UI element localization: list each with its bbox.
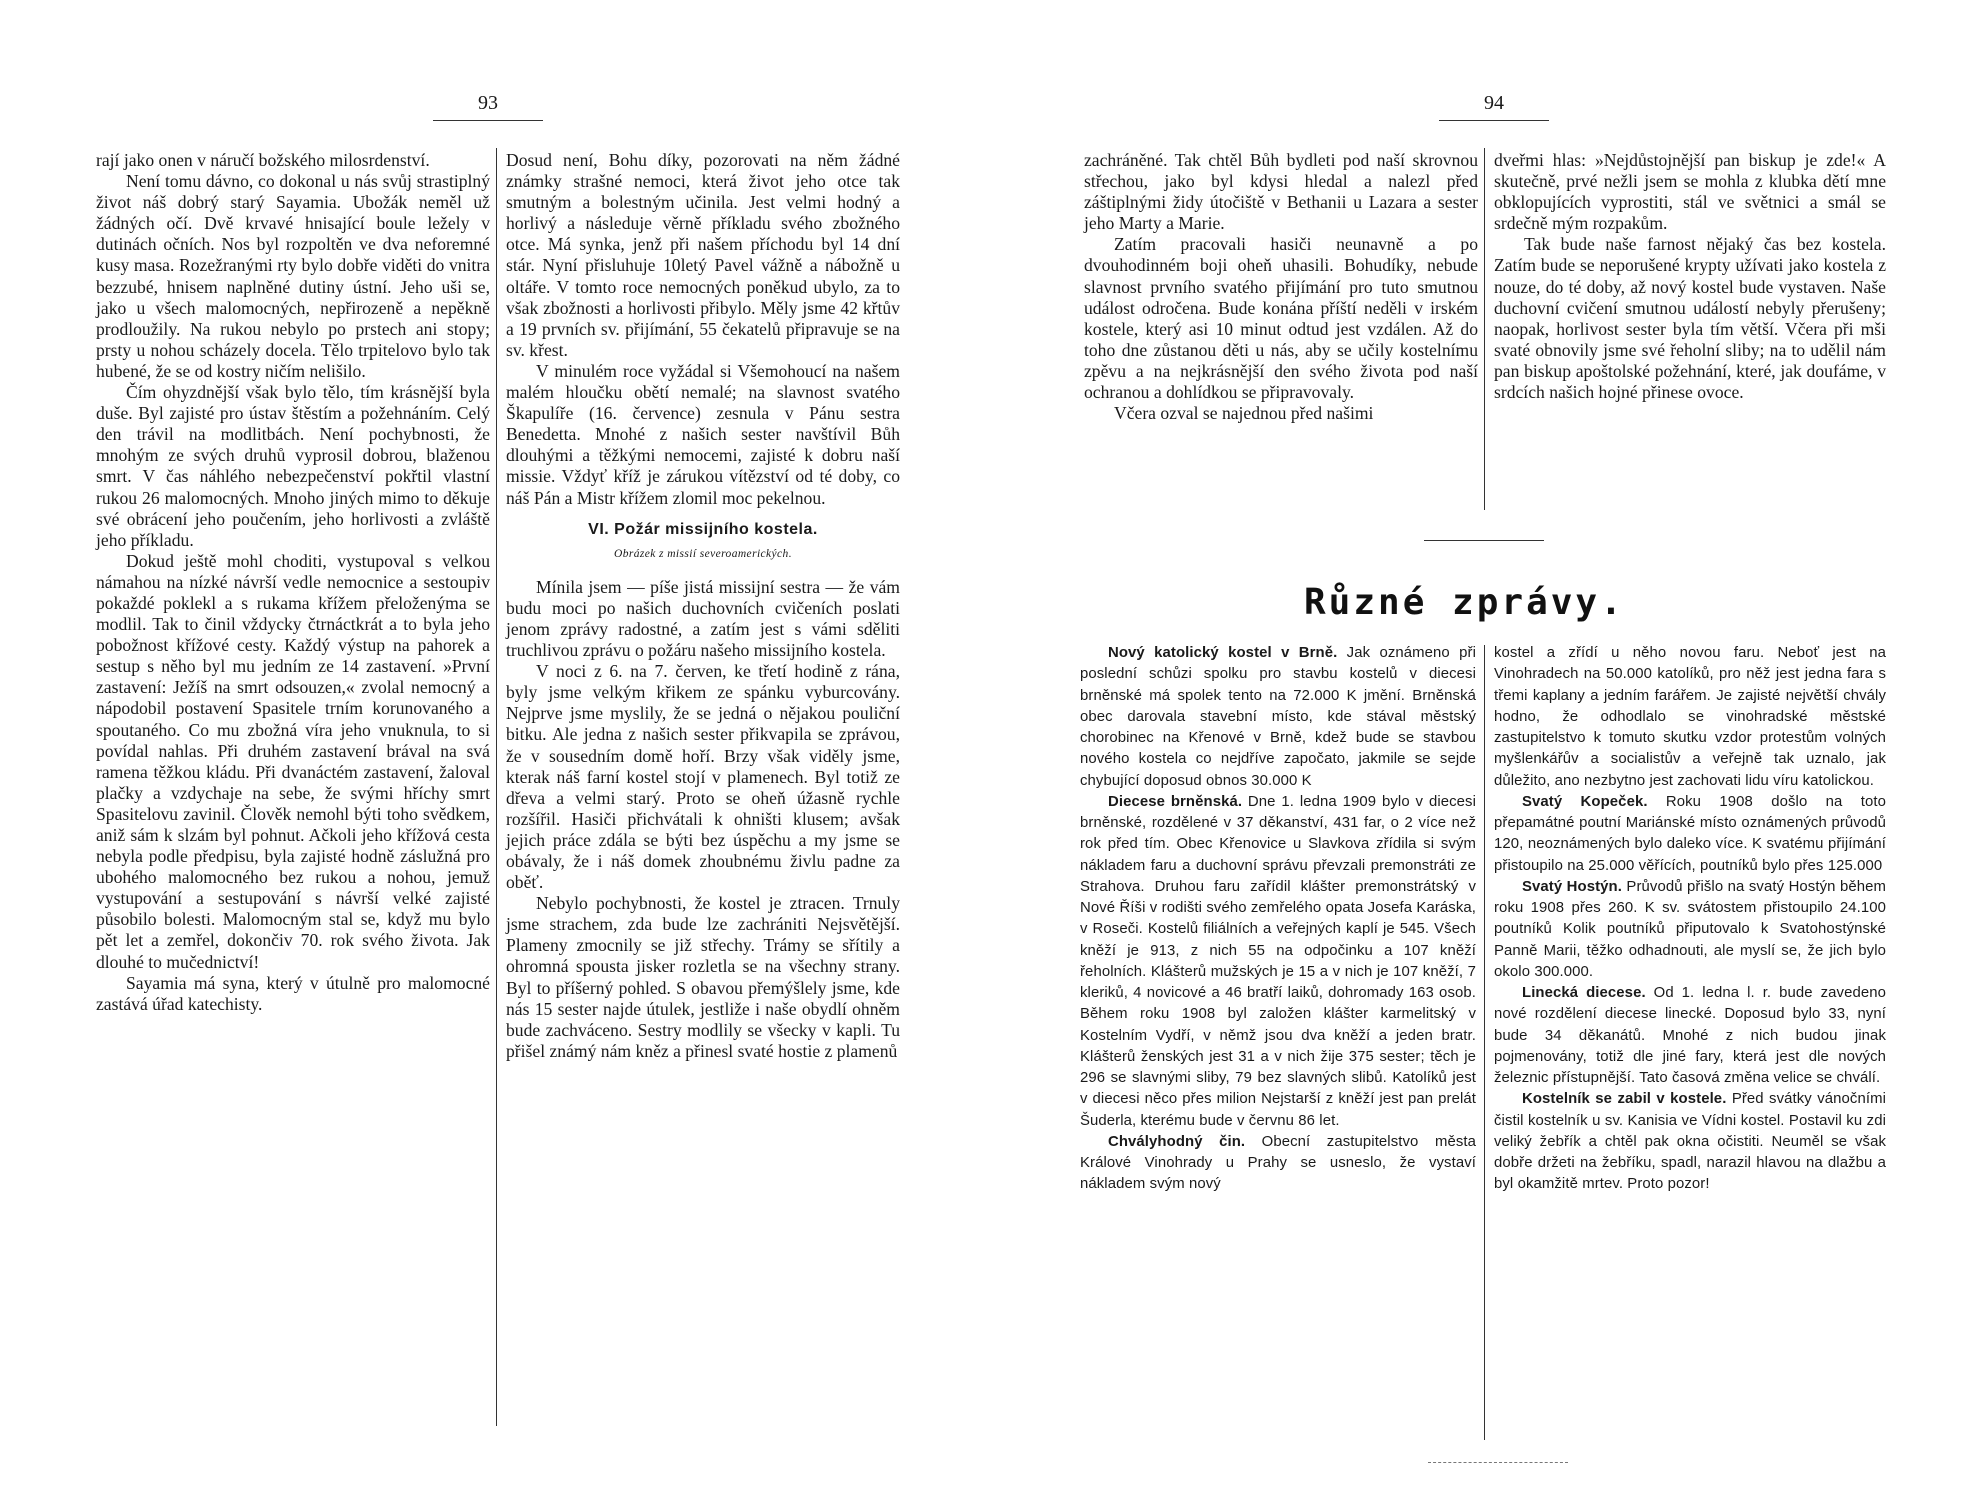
news-item <box>1080 792 1476 1132</box>
paragraph: Mínila jsem — píše jistá missijní sestra — že vám budu moci po našich duchovních cvičeních poslati jenom zprávy radostné, a zatím jest s vámi sděliti truchlivou zprávu o požáru našeho missijního kostela. <box>506 576 900 661</box>
news-column-2 <box>1494 643 1886 1196</box>
news-item-text: Průvodů přišlo na svatý Hostýn během roku 1908 přes 260. K sv. svátostem přistoupilo 24.100 poutníků Kolik poutníků připutovalo k Svatohostýnské Panně Marii, těžko odhadnouti, ale myslí se, že jich bylo okolo 300.000. <box>1494 878 1886 980</box>
section-title: VI. Požár missijního kostela. <box>588 520 818 538</box>
paragraph: dveřmi hlas: »Nejdůstojnější pan biskup je zde!« A skutečně, prvé nežli jsem se mohla z klubka dětí mne obklopujících vyprostiti, stál ve světnici a smál se srdečně mým rozpakům. <box>1494 150 1886 234</box>
news-item <box>1494 1089 1886 1195</box>
column-left-1 <box>96 150 490 1015</box>
news-item-headline: Nový katolický kostel v Brně. <box>1108 645 1338 661</box>
paragraph: Dosud není, Bohu díky, pozorovati na něm žádné známky strašné nemoci, která život jeho otce tak smutným a bolestným učinila. Jest velmi hodný a horlivý a následuje věrně příkladu svého zbožného otce. Má synka, jenž při našem příchodu byl 14 dní stár. Nyní přisluhuje 10letý Pavel vážně a nábožně u oltáře. V tomto roce nemocných poněkud ubylo, za to však zbožnosti a horlivosti přibylo. Měly jsme 42 křtův a 19 prvních sv. přijímání, 55 čekatelů připravuje se na sv. křest. <box>506 150 900 360</box>
section-subtitle: Obrázek z missií severoamerických. <box>614 547 792 560</box>
news-item-text: Od 1. ledna l. r. bude zavedeno nové rozdělení diecese linecké. Doposud bylo 33, nyní bude 34 děkanátů. Mnohé z nich budou jinak pojmenovány, totiž dle jiné fary, která jest dle nových železnic přístupnější. Tato časová změna velice se chválí. <box>1494 985 1886 1086</box>
column-right-1 <box>1084 150 1478 424</box>
column-divider <box>1484 148 1485 510</box>
paragraph: Sayamia má syna, který v útulně pro malomocné zastává úřad katechisty. <box>96 972 490 1014</box>
paragraph: Dokud ještě mohl choditi, vystupoval s velkou námahou na nízké návrší vedle nemocnice a sestoupiv pokaždé poklekl a s rukama křížem přeloženýma se modlil. Tak to činil vždycky čtrnáctkrát a to byla jeho pobožnost křížové cesty. Každý výstup na pahorek a sestup s něho byl mu jedním ze 14 zastavení. »První zastavení: Ježíš na smrt odsouzen,« zvolal nemocný a nápodobil postavení Spasitele trním korunovaného a spoutaného. Co mu zbožná víra jeho vnuknula, to si povídal nahlas. Při druhém zastavení brával na svá ramena těžkou kládu. Při dvanáctém zastavení, žaloval plačky a vzdychaje na sebe, že svými hříchy smrt Spasitelovu zavinil. Člověk nemohl býti toho svědkem, aniž sám k slzám byl pohnut. Ačkoli jeho křížová cesta nebyla podle předpisu, byla zajisté hodně záslužná pro ubohého malomocného bez rukou a nohou, jemuž vystupování a sestupování s návrší velké zajisté působilo bolesti. Malomocným stal se, když mu bylo pět let a zemřel, dokončiv 70. rok svého života. Jak dlouhé to mučednictví! <box>96 550 490 972</box>
column-divider <box>496 148 497 1426</box>
column-divider <box>1484 645 1485 1440</box>
column-left-2 <box>506 150 900 1062</box>
page-number: 93 <box>478 92 498 114</box>
news-column-1 <box>1080 643 1476 1196</box>
paragraph: Čím ohyzdnější však bylo tělo, tím krásnější byla duše. Byl zajisté pro ústav štěstím a požehnáním. Celý den trávil na modlitbách. Není pochybnosti, že mnohým ze svých druhů vyprosil dobrou, blaženou smrt. V čas náhlého nebezpečenství pokřtil vlastní rukou 26 malomocných. Mnoho jiných mimo to děkuje své obrácení jeho poučením, jeho horlivosti a zvláště jeho příkladu. <box>96 382 490 550</box>
paragraph: V minulém roce vyžádal si Všemohoucí na našem malém hloučku obětí nemalé; na slavnost svatého Škapulíře (16. července) zesnula v Pánu sestra Benedetta. Mnohé z našich sester navštívil Bůh dlouhými a těžkými nemocemi, zajisté k dobru naší missie. Vždyť kříž je zárukou vítězství od té doby, co náš Pán a Mistr křížem zlomil moc pekelnou. <box>506 360 900 508</box>
page-number-rule <box>433 120 543 121</box>
paragraph: Zatím pracovali hasiči neunavně a po dvouhodinném boji oheň uhasili. Bohudíky, nebude slavnost prvního svatého přijímání pro tuto smutnou událost odročena. Bude konána příští neděli v irském kostele, který asi 10 minut odtud jest vzdálen. Až do toho dne zůstanou děti u nás, aby se učily kostelnímu zpěvu a na nejkrásnější den svého života pod naší ochranou a dohlídkou se připravovaly. <box>1084 234 1478 403</box>
news-item <box>1080 1132 1476 1196</box>
news-item <box>1494 983 1886 1089</box>
end-ornament <box>1428 1462 1568 1463</box>
news-item-headline: Kostelník se zabil v kostele. <box>1522 1091 1727 1108</box>
column-right-2 <box>1494 150 1886 403</box>
page-94 <box>988 0 1976 1500</box>
page-number: 94 <box>1484 92 1504 114</box>
separator-rule <box>1424 540 1544 541</box>
news-item-text: Jak oznámeno při poslední schůzi spolku pro stavbu kostelů v diecesi brněnské má spolek tento na 72.000 K jmění. Brněnská obec darovala stavební místo, kde stával městský chorobinec na Křenové v Brně, kdež bude se stavbou nového kostela co nejdříve započato, jakmile se sejde chybující doposud obnos 30.000 K <box>1080 645 1476 789</box>
news-item-text: Dne 1. ledna 1909 bylo v diecesi brněnské, rozdělené v 37 děkanství, 431 far, o 2 více než rok před tím. Obec Křenovice u Slavkova zřídila si svým nákladem faru a duchovní správu převzali premonstráti ze Strahova. Druhou faru zařídil klášter premonstrátský v Nové Říši v rodišti svého zemřelého opata Josefa Karáska, v Roseči. Kostelů filiálních a veřejných kaplí je 545. Všech kněží je 913, z nich 55 na odpočinku a 107 kněží řeholních. Klášterů mužských je 15 a v nich je 107 kněží, 7 kleriků, 4 novicové a 46 bratří laiků, dohromady 163 osob. Během roku 1908 byl založen klášter karmelitský v Kostelním Vydří, v němž jsou dva kněží a jeden bratr. Klášterů ženských jest 31 a v nich žije 375 sester; těch je 296 se slavnými sliby, 79 bez slavných slibů. Katolíků jest v diecesi něco přes milion Nejstarší z kněží jest pan prelát Šuderla, kterému bude v červnu 86 let. <box>1080 793 1476 1129</box>
news-item <box>1080 643 1476 792</box>
paragraph: Tak bude naše farnost nějaký čas bez kostela. Zatím bude se neporušené krypty užívati jako kostela z nouze, do té doby, až nový kostel bude vystaven. Naše duchovní cvičení smutnou událostí nebyly přerušeny; naopak, horlivost sester byla tím větší. Včera při mši svaté obnovily jsme své řeholní sliby; na to udělil nám pan biskup apoštolské požehnání, které, jak doufáme, v srdcích našich hojné přinese ovoce. <box>1494 234 1886 403</box>
news-item-headline: Svatý Kopeček. <box>1522 793 1648 810</box>
paragraph: V noci z 6. na 7. červen, ke třetí hodině z rána, byly jsme velkým křikem ze spánku vyburcovány. Nejprve jsme myslily, že se jedná o nějakou pouliční bitku. Ale jedna z našich sester přikvapila se zprávou, že v sousedním domě hoří. Brzy však viděly jsme, kterak náš farní kostel stojí v plamenech. Byl totiž ze dřeva a velmi starý. Proto se oheň úžasně rychle rozšířil. Hasiči přichvátali k ohništi klusem; avšak jejich práce zdála se býti bez úspěchu a my jsme se obávaly, že i náš domek zhoubnému živlu padne za oběť. <box>506 661 900 893</box>
news-item-text: Před svátky vánočními čistil kostelník u sv. Kanisia ve Vídni kostel. Postavil ku zdi veliký žebřík a chtěl pak okna očistiti. Neuměl se však dobře držeti na žebříku, spadl, narazil hlavou na dlažbu a byl okamžitě mrtev. Proto pozor! <box>1494 1091 1886 1193</box>
news-item-text: Obecní zastupitelstvo města Králové Vinohrady u Prahy se usneslo, že vystaví nákladem svým nový <box>1080 1133 1476 1193</box>
news-item <box>1494 643 1886 792</box>
news-item-headline: Svatý Hostýn. <box>1522 878 1622 895</box>
news-item <box>1494 877 1886 983</box>
paragraph: Nebylo pochybnosti, že kostel je ztracen. Trnuly jsme strachem, zda bude lze zachrániti Nejsvětější. Plameny zmocnily se již střechy. Trámy se sřítily a ohromná spousta jisker rozletla se na všechny strany. Byl to příšerný pohled. S obavou přemýšlely jsme, kde nás 15 sester najde útulek, jestliže i naše obydlí ohněm bude zachváceno. Sestry modlily se všecky v kapli. Tu přišel známý nám kněz a přinesl svaté hostie z plamenů <box>506 893 900 1061</box>
news-item-headline: Linecká diecese. <box>1522 985 1646 1001</box>
news-section-title: Různé zprávy. <box>1304 582 1625 623</box>
paragraph: zachráněné. Tak chtěl Bůh bydleti pod naší skrovnou střechou, jako byl kdysi hledal a nalezl před záštiplnými židy útočiště v Bethanii u Lazara a sester jeho Marty a Marie. <box>1084 150 1478 234</box>
paragraph: rají jako onen v náručí božského milosrdenství. <box>96 150 430 170</box>
paragraph: Včera ozval se najednou před našimi <box>1114 403 1374 424</box>
news-item-text: Roku 1908 došlo na toto přepamátné poutní Mariánské místo oznámených průvodů 120, neoznámených bylo daleko více. K svatému přijímání přistoupilo na 25.000 věřících, poutníků bylo přes 125.000 <box>1494 793 1886 874</box>
news-item-text: kostel a zřídí u něho novou faru. Neboť jest na Vinohradech na 50.000 katolíků, pro něž jest jedna fara s třemi kaplany a jedním farářem. Je zajisté největší chvály hodno, že odhodlalo se vinohradské městské zastupitelstvo k tomuto skutku vzdor protestům volných myšlenkářův a socialistův a veřejně tak uznalo, jak důležito, ano nezbytno jest zachovati lidu víru katolickou. <box>1494 645 1886 789</box>
news-item-headline: Diecese brněnská. <box>1108 793 1243 810</box>
page-number-rule <box>1439 120 1549 121</box>
news-item-headline: Chvályhodný čin. <box>1108 1133 1246 1150</box>
paragraph: Není tomu dávno, co dokonal u nás svůj strastiplný život náš dobrý starý Sayamia. Ubožák neměl už žádných očí. Dvě krvavé hnisající boule ležely v dutinách očních. Nos byl rozpoltěn ve dva neforemné kusy masa. Rozežranými rty bylo dobře viděti do vnitra bezzubé, hnisem naplněné dutiny ústní. Jeho uši se, jako u všech malomocných, nepřirozeně a nepěkně prodloužily. Na rukou nebylo po prstech ani stopy; prsty u nohou scházely docela. Tělo trpitelovo bylo tak hubené, že se od kostry ničím nelišilo. <box>96 171 490 381</box>
news-item <box>1494 792 1886 877</box>
